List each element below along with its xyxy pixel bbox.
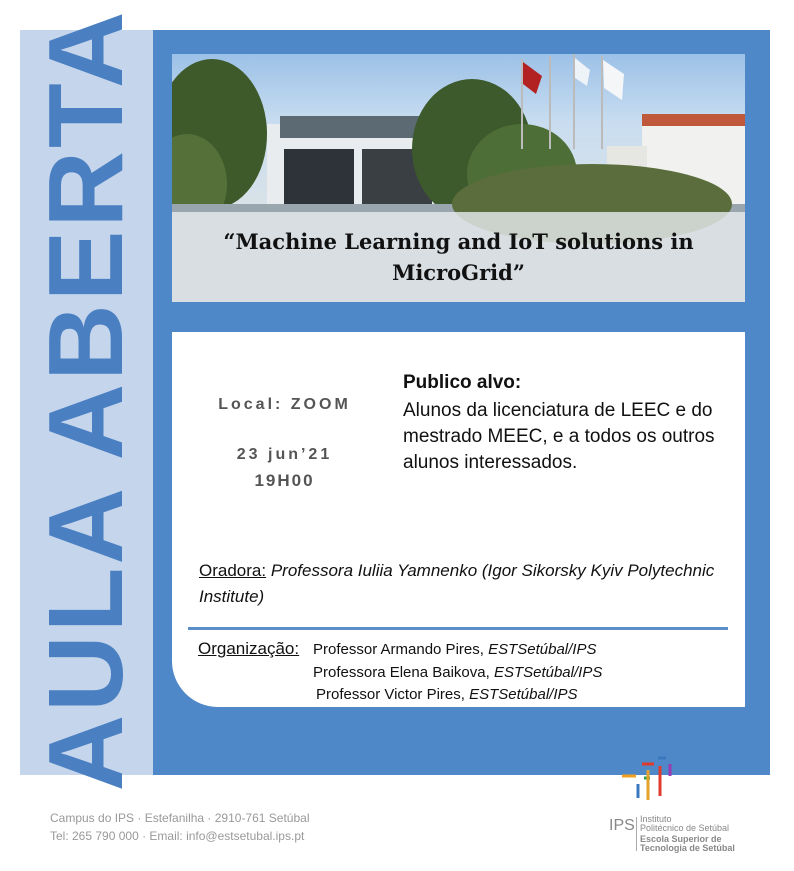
organizer-name: Professor Victor Pires,: [316, 686, 470, 703]
ips-logo-text: IPS: [609, 817, 635, 834]
logo-line-3: Escola Superior de: [640, 834, 722, 844]
organizer-name: Professora Elena Baikova,: [313, 664, 494, 681]
event-time: 19H00: [254, 471, 315, 490]
speaker-label: Oradora:: [199, 561, 267, 580]
footer-address: Campus do IPS · Estefanilha · 2910-761 Setúbal: [50, 811, 310, 825]
side-banner-text: AULA ABERTA: [27, 8, 145, 792]
organizer-1: [313, 641, 596, 658]
logo-separator: [636, 817, 637, 851]
logo-line-1: Instituto: [640, 814, 672, 824]
organization-label: Organização:: [198, 639, 300, 658]
speaker-name: Professora Iuliia Yamnenko (Igor Sikorsky Kyiv Polytechnic Institute): [199, 561, 715, 606]
logo-line-2: Politécnico de Setúbal: [640, 823, 730, 833]
organizer-affiliation: ESTSetúbal/IPS: [469, 686, 578, 703]
event-location: Local: ZOOM: [218, 396, 351, 413]
organizer-2: [313, 664, 602, 681]
speaker-block: [199, 558, 719, 610]
organizer-affiliation: ESTSetúbal/IPS: [488, 641, 597, 658]
ips-logo-icon: [620, 756, 676, 806]
title-band: [172, 212, 745, 302]
event-title: “Machine Learning and IoT solutions in MicroGrid”: [223, 229, 694, 285]
organizer-name: Professor Armando Pires,: [313, 641, 489, 658]
logo-line-4: Tecnologia de Setúbal: [640, 843, 735, 853]
audience-text: Alunos da licenciatura de LEEC e do mestrado MEEC, e a todos os outros alunos interessados.: [403, 400, 715, 473]
audience-heading: Publico alvo:: [403, 372, 522, 393]
event-date: 23 jun’21: [236, 446, 333, 463]
organizer-3: [316, 686, 578, 703]
divider: [188, 627, 728, 630]
footer-contact: Tel: 265 790 000 · Email: info@estsetubal.ips.pt: [50, 829, 305, 843]
organizer-affiliation: ESTSetúbal/IPS: [493, 664, 603, 681]
